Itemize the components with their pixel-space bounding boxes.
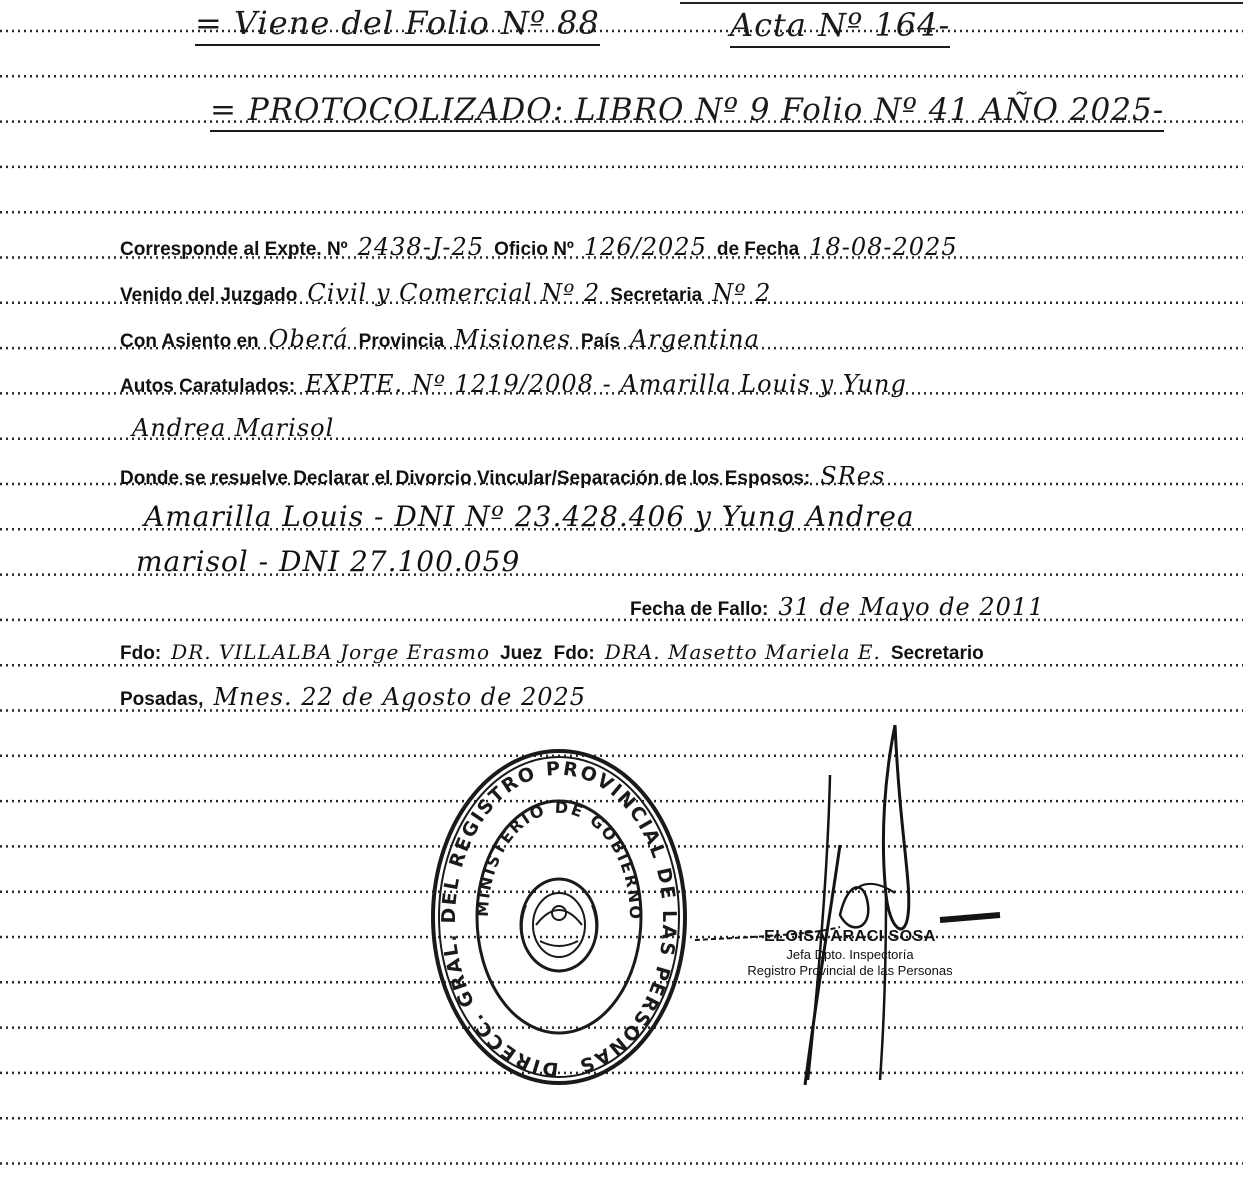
fdo2-label: Fdo: [553,643,595,664]
autos-line-cont [120,414,344,442]
seal-outer-text: DIRECC. GRAL. DEL REGISTRO PROVINCIAL DE LAS PERSONAS [437,757,681,1081]
asiento-value: Oberá [268,325,349,353]
coat-of-arms-icon [521,879,597,971]
fallo-value: 31 de Mayo de 2011 [778,593,1045,621]
signatory-name: ELOISA ARACI SOSA [764,928,936,945]
protocolizado-line: = PROTOCOLIZADO: LIBRO Nº 9 Folio Nº 41 AÑO 2025- [210,92,1164,128]
lugar-label: Posadas, [120,689,204,710]
juez-value: DR. VILLALBA Jorge Erasmo [171,640,491,664]
secretario-value: DRA. Masetto Mariela E. [604,640,881,664]
signature-block [700,928,1000,978]
viene-del-folio: = Viene del Folio Nº 88 [195,4,600,42]
fecha-label: de Fecha [716,239,800,260]
fecha-value: 18-08-2025 [809,233,958,261]
firmas-line [120,640,984,665]
juzgado-line [120,279,781,307]
autos-line [120,370,917,398]
signatory-role: Jefa Dpto. Inspectoría [786,947,914,962]
oficio-value: 126/2025 [583,233,707,261]
provincia-label: Provincia [358,331,445,352]
fallo-label: Fecha de Fallo: [630,599,769,620]
lugar-fecha-line [120,683,596,711]
provincia-value: Misiones [454,325,571,353]
esposos-names-1: Amarilla Louis - DNI Nº 23.428.406 y Yung Andrea [144,500,915,533]
lugar-fecha-value: Mnes. 22 de Agosto de 2025 [213,683,587,711]
esposos-names-2: marisol - DNI 27.100.059 [136,545,521,578]
resolucion-line [120,462,895,490]
expte-label: Corresponde al Expte. Nº [120,239,348,260]
handwritten-signature-icon [690,715,1020,1095]
autos-value-cont: Andrea Marisol [132,414,335,442]
resolucion-value: SRes [820,462,886,490]
svg-text:MINISTERIO DE GOBIERNO [473,798,645,922]
seal-inner-text: MINISTERIO DE GOBIERNO [472,797,646,922]
pais-label: País [580,331,620,352]
asiento-label: Con Asiento en [120,331,259,352]
secretaria-label: Secretaria [610,285,703,306]
esposos-line-1 [120,500,925,533]
resolucion-label: Donde se resuelve Declarar el Divorcio Vincular/Separación de los Esposos: [120,468,811,489]
signatory-org: Registro Provincial de las Personas [747,963,953,978]
pais-value: Argentina [629,325,760,353]
secretaria-value: Nº 2 [712,279,772,307]
fdo-label: Fdo: [120,643,162,664]
official-seal [428,745,690,1090]
juzgado-label: Venido del Juzgado [120,285,298,306]
acta-number: Acta Nº 164- [730,6,950,44]
autos-label: Autos Caratulados: [120,376,296,397]
juzgado-value: Civil y Comercial Nº 2 [307,279,601,307]
fallo-line [630,593,1054,621]
juez-label: Juez [500,643,543,664]
esposos-line-2 [120,545,530,578]
oficio-label: Oficio Nº [494,239,574,260]
expte-line [120,233,968,261]
autos-value: EXPTE. Nº 1219/2008 - Amarilla Louis y Yung [305,370,907,398]
asiento-line [120,325,770,353]
secretario-label: Secretario [890,643,984,664]
expte-value: 2438-J-25 [357,233,485,261]
